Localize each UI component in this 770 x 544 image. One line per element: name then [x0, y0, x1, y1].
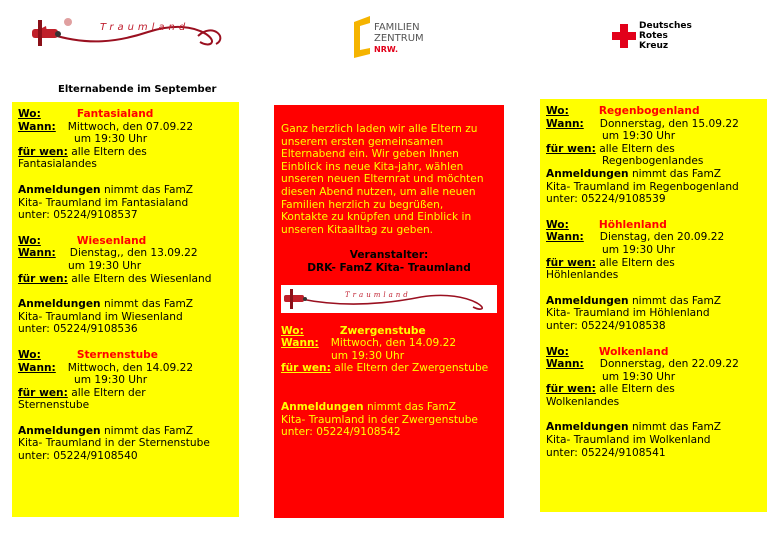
audience: alle Eltern des	[71, 145, 147, 158]
registration-phone: unter: 05224/9108537	[18, 209, 138, 222]
event-date: Mittwoch, den 14.09.22	[67, 361, 194, 374]
intro-line: Familien herzlich zu begrüßen,	[281, 198, 444, 211]
fuer-wen-label: für wen:	[18, 272, 68, 285]
wo-label: Wo:	[546, 105, 569, 117]
event-date: Mittwoch, den 14.09.22	[330, 337, 457, 350]
intro-line: Einblick ins neue Kita-jahr, wählen	[281, 160, 464, 173]
registration-label: Anmeldungen	[546, 294, 629, 307]
organizer-name: DRK- FamZ Kita- Traumland	[307, 261, 471, 274]
audience: alle Eltern des	[599, 142, 675, 155]
drk-line3: Kreuz	[639, 41, 669, 51]
registration-phone: unter: 05224/9108540	[18, 450, 138, 463]
registration-text: nimmt das FamZ	[631, 294, 722, 307]
red-cross-icon	[612, 24, 636, 48]
registration-text: nimmt das FamZ	[103, 298, 194, 311]
registration-text: nimmt das FamZ	[366, 400, 457, 413]
registration-text: nimmt das FamZ	[631, 167, 722, 180]
fuer-wen-label: für wen:	[281, 362, 331, 375]
place-name: Zwergenstube	[339, 324, 426, 337]
wann-label: Wann:	[546, 231, 584, 244]
intro-line: unseren neuen Elternrat und möchten	[281, 173, 484, 186]
event-date: Donnerstag, den 22.09.22	[599, 358, 739, 371]
event-wiesenland	[18, 235, 233, 336]
registration-phone: unter: 05224/9108536	[18, 323, 138, 336]
event-date: Donnerstag, den 15.09.22	[599, 117, 739, 130]
event-zwergenstube	[281, 325, 497, 439]
registration-phone: unter: 05224/9108539	[546, 193, 666, 206]
place-name: Fantasialand	[76, 108, 154, 120]
registration-label: Anmeldungen	[18, 424, 101, 437]
registration-text: nimmt das FamZ	[103, 424, 194, 437]
wo-label: Wo:	[18, 234, 41, 247]
registration-place: Kita- Traumland im Wolkenland	[546, 434, 711, 447]
fuer-wen-label: für wen:	[546, 142, 596, 155]
fz-line2: ZENTRUM	[374, 33, 424, 44]
wo-label: Wo:	[18, 348, 41, 361]
registration-label: Anmeldungen	[281, 400, 364, 413]
familienzentrum-logo	[350, 14, 460, 60]
traumland-logo-text: Traumland	[100, 22, 190, 33]
registration-label: Anmeldungen	[546, 421, 629, 434]
registration-place: Kita- Traumland im Wiesenland	[18, 310, 183, 323]
event-date: Dienstag, den 20.09.22	[599, 231, 725, 244]
drk-line2: Rotes	[639, 31, 668, 41]
place-name: Wiesenland	[76, 234, 147, 247]
registration-label: Anmeldungen	[18, 298, 101, 311]
event-wolkenland	[546, 346, 761, 460]
event-time: um 19:30 Uhr	[602, 243, 676, 256]
audience: alle Eltern des Wiesenland	[71, 272, 212, 285]
event-date: Dienstag,, den 13.09.22	[69, 247, 198, 260]
event-time: um 19:30 Uhr	[68, 259, 142, 272]
registration-phone: unter: 05224/9108542	[281, 426, 401, 439]
page-title: Elternabende im September	[58, 84, 217, 95]
intro-line: unserem ersten gemeinsamen	[281, 135, 444, 148]
traumland-logo	[28, 12, 238, 56]
audience-cont: Regenbogenlandes	[602, 155, 704, 168]
right-panel	[540, 99, 767, 512]
invitation-text	[281, 123, 497, 236]
registration-text: nimmt das FamZ	[103, 183, 194, 196]
event-regenbogenland	[546, 105, 761, 206]
event-sternenstube	[18, 349, 233, 463]
registration-label: Anmeldungen	[18, 183, 101, 196]
registration-phone: unter: 05224/9108541	[546, 446, 666, 459]
svg-text:Traumland: Traumland	[345, 290, 411, 299]
wann-label: Wann:	[546, 358, 584, 371]
audience: alle Eltern der	[71, 386, 146, 399]
audience: alle Eltern des	[599, 383, 675, 396]
fuer-wen-label: für wen:	[18, 145, 68, 158]
left-panel	[12, 102, 239, 517]
fz-nrw	[374, 45, 398, 54]
registration-place: Kita- Traumland in der Zwergenstube	[281, 413, 478, 426]
wann-label: Wann:	[546, 117, 584, 130]
wann-label: Wann:	[18, 361, 56, 374]
fz-nrw-text: NRW.	[374, 45, 399, 54]
registration-text: nimmt das FamZ	[631, 421, 722, 434]
fz-line1: FAMILIEN	[374, 22, 420, 33]
drk-line1: Deutsches	[639, 21, 692, 31]
wo-label: Wo:	[546, 345, 569, 358]
audience-cont: Wolkenlandes	[546, 395, 620, 408]
event-date: Mittwoch, den 07.09.22	[67, 120, 194, 133]
event-time: um 19:30 Uhr	[331, 349, 405, 362]
wo-label: Wo:	[18, 108, 41, 120]
airplane-icon	[28, 12, 238, 56]
place-name: Wolkenland	[598, 345, 669, 358]
event-time: um 19:30 Uhr	[74, 374, 148, 387]
wo-label: Wo:	[281, 324, 304, 337]
event-hoehlenland	[546, 219, 761, 333]
registration-place: Kita- Traumland im Regenbogenland	[546, 180, 739, 193]
fuer-wen-label: für wen:	[546, 256, 596, 269]
intro-line: Kontakte zu knüpfen und Einblick in	[281, 211, 472, 224]
audience: alle Eltern der Zwergenstube	[334, 362, 489, 375]
organizer-label: Veranstalter:	[349, 249, 429, 262]
audience-cont: Fantasialandes	[18, 158, 97, 171]
house-icon	[350, 14, 374, 58]
intro-line: unseren Kitaalltag zu geben.	[281, 223, 434, 236]
fuer-wen-label: für wen:	[546, 383, 596, 396]
place-name: Regenbogenland	[598, 105, 700, 117]
wann-label: Wann:	[18, 120, 56, 133]
registration-place: Kita- Traumland in der Sternenstube	[18, 437, 210, 450]
intro-line: Elternabend ein. Wir geben Ihnen	[281, 148, 459, 161]
audience-cont: Höhlenlandes	[546, 269, 619, 282]
audience-cont: Sternenstube	[18, 399, 90, 412]
intro-line: diesen Abend nutzen, um alle neuen	[281, 185, 476, 198]
drk-logo	[610, 20, 720, 60]
registration-place: Kita- Traumland im Höhlenland	[546, 307, 710, 320]
wann-label: Wann:	[18, 247, 56, 260]
event-time: um 19:30 Uhr	[602, 130, 676, 143]
intro-line: Ganz herzlich laden wir alle Eltern zu	[281, 123, 478, 135]
wo-label: Wo:	[546, 218, 569, 231]
registration-phone: unter: 05224/9108538	[546, 319, 666, 332]
place-name: Sternenstube	[76, 348, 158, 361]
fuer-wen-label: für wen:	[18, 386, 68, 399]
event-time: um 19:30 Uhr	[602, 370, 676, 383]
audience: alle Eltern des	[599, 256, 675, 269]
wann-label: Wann:	[281, 337, 319, 350]
registration-place: Kita- Traumland im Fantasialand	[18, 196, 189, 209]
event-time: um 19:30 Uhr	[74, 133, 148, 146]
middle-panel	[274, 105, 504, 518]
event-fantasialand	[18, 108, 233, 222]
registration-label: Anmeldungen	[546, 167, 629, 180]
airplane-icon	[281, 285, 497, 313]
traumland-banner	[281, 285, 497, 313]
place-name: Höhlenland	[598, 218, 667, 231]
